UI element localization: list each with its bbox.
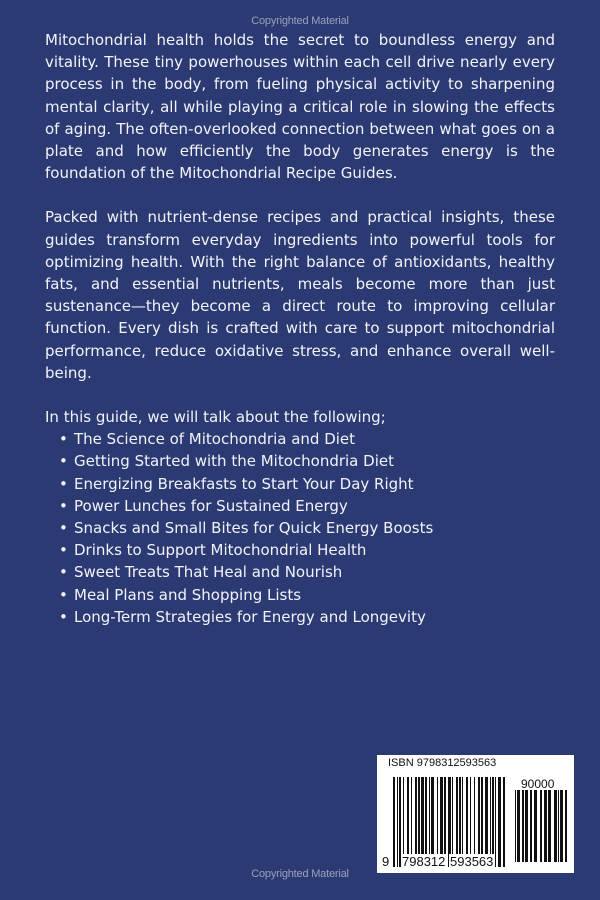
- back-cover-text: [45, 29, 555, 628]
- barcode-digits-left: 798312: [402, 854, 446, 869]
- barcode-bar: [522, 790, 524, 862]
- list-item: • Long-Term Strategies for Energy and Longevity: [59, 606, 555, 628]
- list-item: • Sweet Treats That Heal and Nourish: [59, 561, 555, 583]
- list-item: • Power Lunches for Sustained Energy: [59, 495, 555, 517]
- barcode-bar: [397, 777, 398, 867]
- barcode-bar: [558, 790, 559, 862]
- barcode-bar: [544, 790, 547, 862]
- barcode-bar: [503, 777, 505, 867]
- list-item: • Snacks and Small Bites for Quick Energy Boosts: [59, 517, 555, 539]
- watermark-bottom: Copyrighted Material: [251, 868, 349, 880]
- barcode-bar: [515, 790, 516, 862]
- watermark-top: Copyrighted Material: [251, 15, 349, 27]
- paragraph-2: Packed with nutrient-dense recipes and practical insights, these guides transform everyday ingredients into powerful tools for optimizing health. With the right balance of antioxidants, healthy fats, and essential nutrients, meals become more than just sustenance—they become a direct route to improving cellular function. Every dish is crafted with care to support mitochondrial performance, reduce oxidative stress, and enhance overall well-being.: [45, 208, 555, 382]
- barcode-bar: [560, 790, 563, 862]
- barcode-bar: [554, 790, 557, 862]
- barcode-bar: [530, 790, 532, 862]
- addon-number: 90000: [521, 777, 555, 791]
- barcode-bar: [498, 777, 501, 867]
- topic-list: [45, 428, 555, 628]
- addon-barcode-bars: [515, 790, 567, 862]
- list-item: • The Science of Mitochondria and Diet: [59, 428, 555, 450]
- list-item: • Drinks to Support Mitochondrial Health: [59, 539, 555, 561]
- barcode-digits-right: 593563: [450, 854, 494, 869]
- paragraph-1: Mitochondrial health holds the secret to boundless energy and vitality. These tiny powerhouses within each cell drive nearly every process in the body, from fueling physical activity to sharpening mental clarity, all while playing a critical role in slowing the effects of aging. The often-overlooked connection between what goes on a plate and how efficiently the body generates energy is the foundation of the Mitochondrial Recipe Guides.: [45, 31, 555, 183]
- barcode-bar: [565, 790, 567, 862]
- barcode-bar: [393, 777, 395, 867]
- barcode-digit-first: 9: [382, 854, 390, 869]
- barcode-bar: [540, 790, 542, 862]
- barcode-bar: [548, 790, 551, 862]
- list-item: • Getting Started with the Mitochondria Diet: [59, 450, 555, 472]
- list-item: • Energizing Breakfasts to Start Your Day Right: [59, 473, 555, 495]
- list-intro: In this guide, we will talk about the following;: [45, 408, 386, 427]
- barcode-bar: [495, 777, 496, 867]
- barcode-bar: [534, 790, 537, 862]
- isbn-barcode: [377, 755, 574, 873]
- barcode-bar: [525, 790, 528, 862]
- list-item: • Meal Plans and Shopping Lists: [59, 584, 555, 606]
- barcode-bar: [517, 790, 520, 862]
- isbn-label: ISBN 9798312593563: [388, 757, 497, 769]
